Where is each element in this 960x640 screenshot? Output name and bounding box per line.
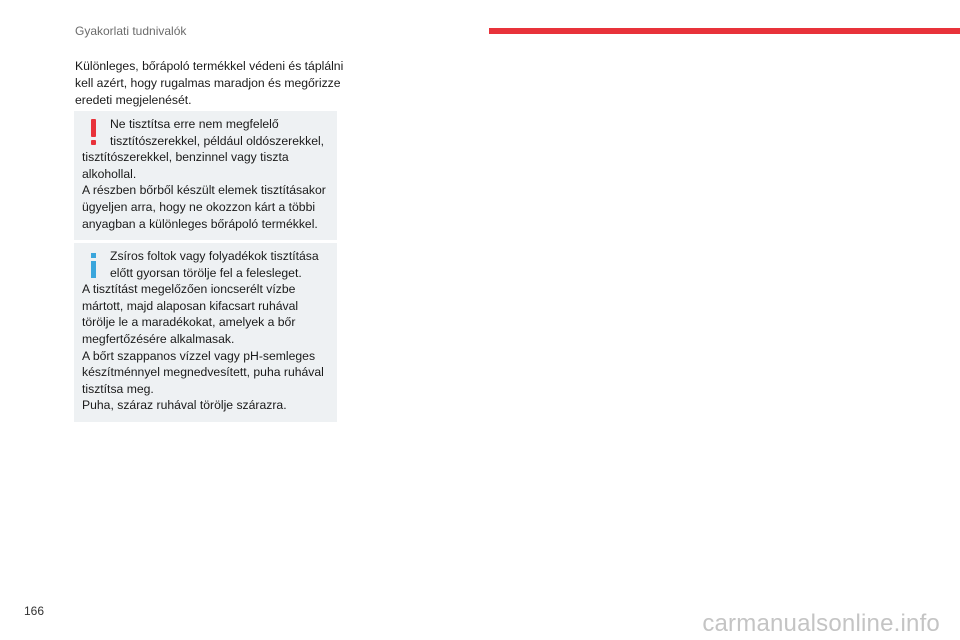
warning-text-2: A részben bőrből készült elemek tisztításakor ügyeljen arra, hogy ne okozzon kárt a többi anyagban a különleges bőrápoló termékkel.: [82, 183, 326, 231]
warning-text-1: Ne tisztítsa erre nem megfelelő tisztítószerekkel, például oldószerekkel, tisztítószerekkel, benzinnel vagy tiszta alkohollal.: [82, 117, 325, 181]
info-text-2: A tisztítást megelőzően ioncserélt vízbe mártott, majd alaposan kifacsart ruhával törölje le a maradékokat, amelyek a bőr megfertőzésére alkalmasak.: [82, 282, 299, 346]
watermark: carmanualsonline.info: [702, 610, 940, 637]
intro-paragraph: Különleges, bőrápoló termékkel védeni és táplálni kell azért, hogy rugalmas maradjon és megőrizze eredeti megjelenését.: [75, 59, 344, 107]
section-title: Gyakorlati tudnivalók: [75, 24, 187, 38]
page-number: 166: [24, 604, 45, 618]
info-text-4: Puha, száraz ruhával törölje szárazra.: [82, 398, 287, 413]
exclamation-icon: [86, 119, 102, 149]
info-icon: [86, 251, 102, 281]
warning-box: [74, 111, 337, 240]
info-box: [74, 243, 337, 422]
info-text-1: Zsíros foltok vagy folyadékok tisztítása előtt gyorsan törölje fel a felesleget.: [110, 249, 319, 280]
header-accent-bar: [489, 28, 960, 34]
info-text-3: A bőrt szappanos vízzel vagy pH-semleges készítménnyel megnedvesített, puha ruhával tisztítsa meg.: [82, 348, 324, 396]
